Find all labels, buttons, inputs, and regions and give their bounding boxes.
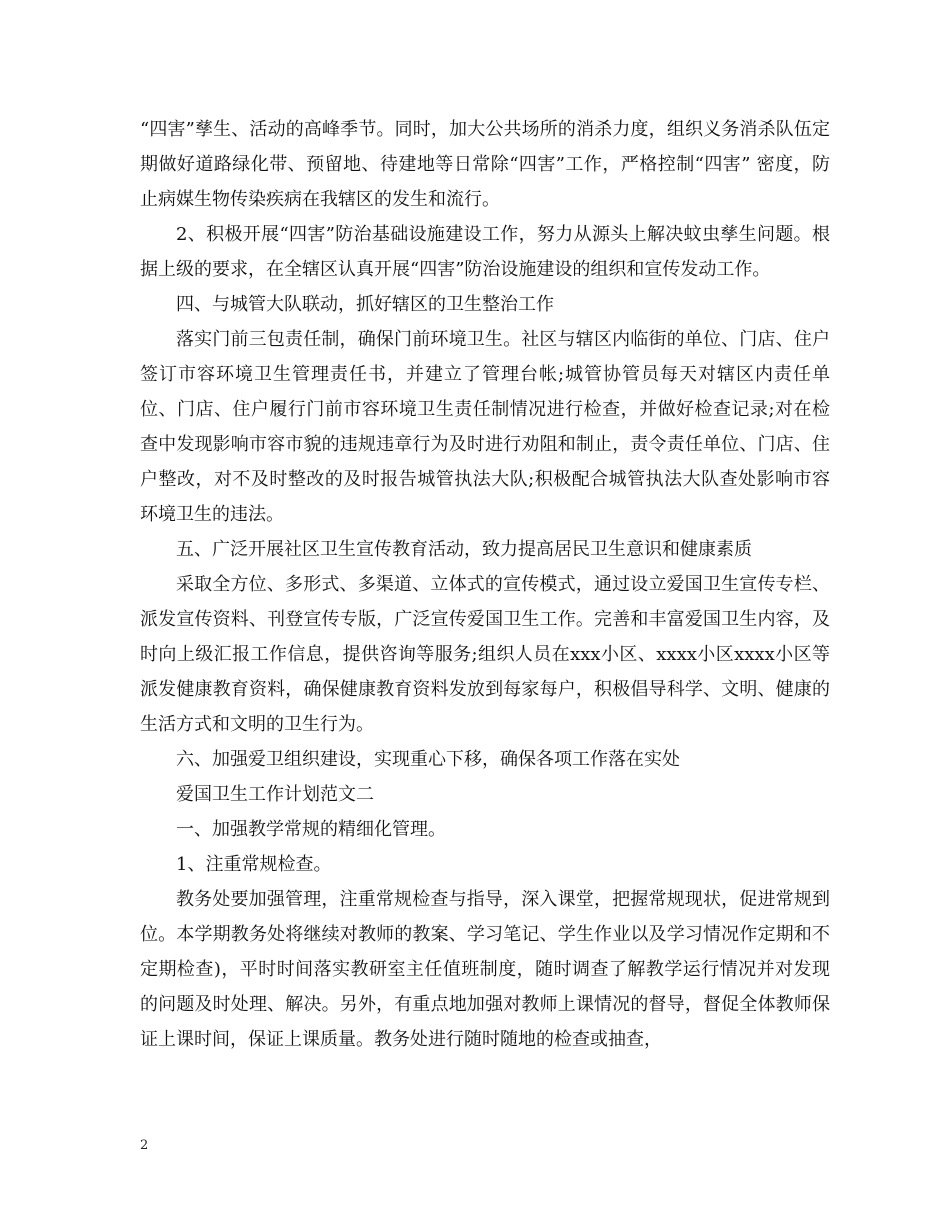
paragraph-continuation: “四害”孳生、活动的高峰季节。同时，加大公共场所的消杀力度，组织义务消杀队伍定期做好道路绿化带、预留地、待建地等日常除“四害”工作，严格控制“四害” 密度，防止病媒生物传染疾病在我辖区的发生和流行。 [140,119,830,210]
document-body [140,112,830,1057]
paragraph-subsection-1-body: 教务处要加强管理，注重常规检查与指导，深入课堂，把握常规现状，促进常规到位。本学期教务处将继续对教师的教案、学习笔记、学生作业以及学习情况作定期和不定期检查)，平时时间落实教研室主任值班制度，随时调查了解教学运行情况并对发现的问题及时处理、解决。另外，有重点地加强对教师上课情况的督导，督促全体教师保证上课时间，保证上课质量。教务处进行随时随地的检查或抽查， [140,889,830,1050]
document-subtitle: 爱国卫生工作计划范文二 [176,784,374,805]
paragraph-section-4-body: 落实门前三包责任制，确保门前环境卫生。社区与辖区内临街的单位、门店、住户签订市容环境卫生管理责任书，并建立了管理台帐;城管协管员每天对辖区内责任单位、门店、住户履行门前市容环境卫生责任制情况进行检查，并做好检查记录;对在检查中发现影响市容市貌的违规违章行为及时进行劝阻和制止，责令责任单位、门店、住户整改，对不及时整改的及时报告城管执法大队;积极配合城管执法大队查处影响市容环境卫生的违法。 [140,329,830,525]
section-heading-5: 五、广泛开展社区卫生宣传教育活动，致力提高居民卫生意识和健康素质 [176,539,752,560]
page-number: 2 [140,1138,149,1153]
paragraph-section-5-body: 采取全方位、多形式、多渠道、立体式的宣传模式，通过设立爱国卫生宣传专栏、派发宣传资料、刊登宣传专版，广泛宣传爱国卫生工作。完善和丰富爱国卫生内容，及时向上级汇报工作信息，提供咨询等服务;组织人员在xxx小区、xxxx小区xxxx小区等派发健康教育资料，确保健康教育资料发放到每家每户，积极倡导科学、文明、健康的生活方式和文明的卫生行为。 [140,574,830,735]
section-heading-1: 一、加强教学常规的精细化管理。 [176,819,446,840]
section-heading-4: 四、与城管大队联动，抓好辖区的卫生整治工作 [176,294,554,315]
section-heading-6: 六、加强爱卫组织建设，实现重心下移，确保各项工作落在实处 [176,749,680,770]
paragraph-item-2: 2、积极开展“四害”防治基础设施建设工作，努力从源头上解决蚊虫孳生问题。根据上级的要求，在全辖区认真开展“四害”防治设施建设的组织和宣传发动工作。 [140,224,830,280]
subsection-heading-1: 1、注重常规检查。 [176,854,332,875]
